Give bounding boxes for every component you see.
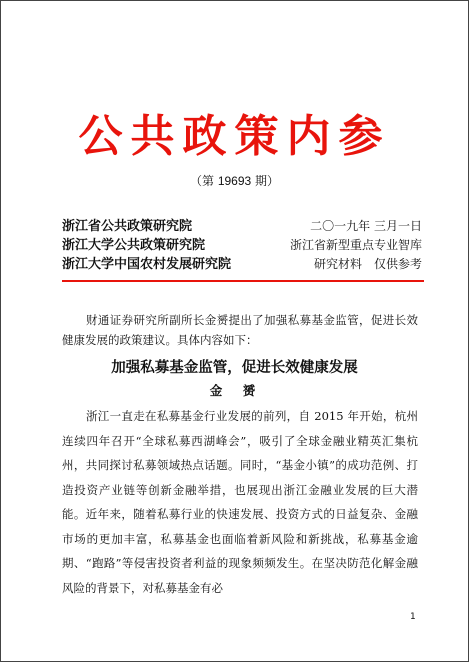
- page-number: 1: [410, 612, 416, 622]
- article-title: 加强私募基金监管，促进长效健康发展: [111, 360, 358, 376]
- header-row: [62, 217, 422, 236]
- header-row: [62, 255, 422, 274]
- issue-date: 二〇一九年 三月一日: [310, 219, 422, 233]
- issue-number: [0, 172, 469, 189]
- issuer-name: 浙江大学公共政策研究院: [62, 238, 206, 253]
- header-divider: [62, 280, 424, 282]
- issue-prefix: （第: [189, 174, 218, 188]
- intro-paragraph: 财通证券研究所副所长金赟提出了加强私募基金监管，促进长效健康发展的政策建议。具体内容如下：: [62, 313, 418, 347]
- issuer-name: 浙江省公共政策研究院: [62, 219, 193, 234]
- think-tank-label: 浙江省新型重点专业智库: [289, 238, 422, 252]
- body-paragraph: 浙江一直走在私募基金行业发展的前列，自 2015 年开始，杭州连续四年召开“全球私募西湖峰会”，吸引了全球金融业精英汇集杭州，共同探讨私募领域热点话题。同时，“基金小镇”的成功范例、打造投资产业链等创新金融举措，也展现出浙江金融业发展的巨大潜能。近年来，随着私募行业的快速发展、投资方式的日益复杂、金融市场的更加丰富，私募基金也面临着新风险和新挑战，私募基金逾期、“跑路”等侵害投资者利益的现象频频发生。在坚决防范化解金融风险的背景下，对私募基金有必: [62, 409, 418, 595]
- header-row: [62, 236, 422, 255]
- masthead-title: 公共政策内参: [78, 111, 391, 162]
- issue-suffix: 期）: [251, 174, 280, 188]
- issuer-name: 浙江大学中国农村发展研究院: [62, 257, 232, 272]
- article-body: [62, 404, 418, 600]
- reference-note: 研究材料 仅供参考: [313, 257, 422, 271]
- issue-number-value: 19693: [217, 174, 252, 188]
- article-author: 金 赟: [209, 383, 260, 398]
- header-info: [62, 217, 422, 274]
